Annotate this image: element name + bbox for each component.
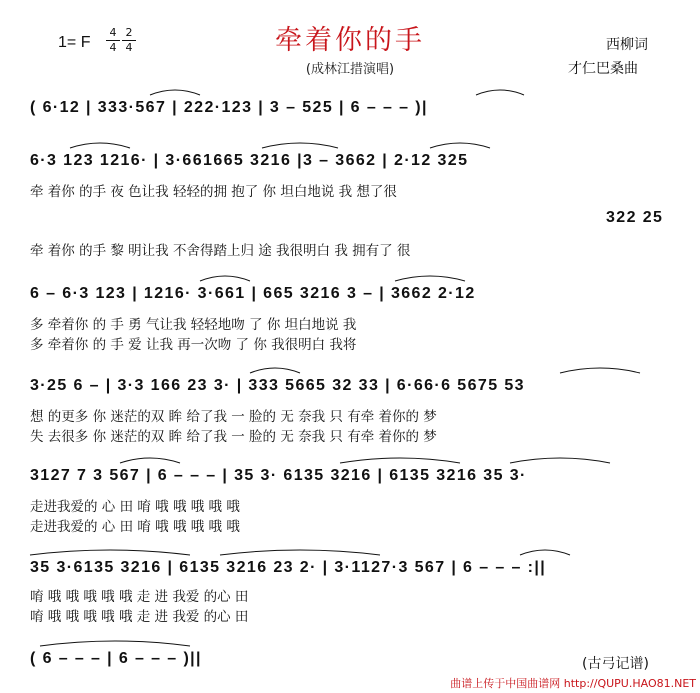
- lyric-line-5a: 走进我爱的 心 田 唷 哦 哦 哦 哦 哦: [30, 499, 240, 515]
- key-signature: 1= F: [58, 34, 91, 51]
- slur-9: [560, 368, 640, 373]
- notation-variant-2: 322 25: [606, 209, 664, 226]
- composer-credit: 才仁巴桑曲: [568, 61, 638, 77]
- slur-4: [262, 143, 338, 148]
- lyric-line-2a: 牵 着你 的手 夜 色让我 轻轻的拥 抱了 你 坦白地说 我 想了很: [30, 184, 397, 200]
- slur-2: [476, 90, 524, 95]
- lyric-line-2b: 牵 着你 的手 黎 明让我 不舍得踏上归 途 我很明白 我 拥有了 很: [30, 243, 411, 259]
- notation-line-6: 35 3·6135 3216 | 6135 3216 23 2· | 3·1127·3 567 | 6 – – – :||: [30, 559, 547, 576]
- time-signature-2-top: 2: [125, 26, 133, 39]
- slur-13: [30, 550, 190, 555]
- slur-8: [250, 368, 300, 373]
- notation-line-4: 3·25 6 – | 3·3 166 23 3· | 333 5665 32 33 | 6·66·6 5675 53: [30, 377, 525, 394]
- slur-7: [395, 276, 465, 281]
- slur-14: [220, 550, 380, 555]
- slur-15: [520, 550, 570, 555]
- slur-5: [430, 143, 490, 148]
- notation-line-5: 3127 7 3 567 | 6 – – – | 35 3· 6135 3216 | 6135 3216 35 3·: [30, 467, 527, 484]
- slur-6: [200, 276, 250, 281]
- notation-line-1: ( 6·12 | 333·567 | 222·123 | 3 – 525 | 6 – – – )|: [30, 99, 428, 116]
- lyric-line-5b: 走进我爱的 心 田 唷 哦 哦 哦 哦 哦: [30, 519, 240, 535]
- lyric-line-4a: 想 的更多 你 迷茫的双 眸 给了我 一 脸的 无 奈我 只 有牵 着你的 梦: [30, 409, 437, 425]
- slur-12: [510, 458, 610, 463]
- lyric-line-6a: 唷 哦 哦 哦 哦 哦 走 进 我爱 的心 田: [30, 589, 249, 605]
- lyric-line-3a: 多 牵着你 的 手 勇 气让我 轻轻地吻 了 你 坦白地说 我: [30, 317, 357, 333]
- slur-3: [70, 143, 130, 148]
- performer-subtitle: (成林江措演唱): [305, 62, 395, 77]
- lyric-line-6b: 唷 哦 哦 哦 哦 哦 走 进 我爱 的心 田: [30, 609, 249, 625]
- slur-1: [150, 90, 200, 95]
- slur-16: [40, 641, 190, 646]
- site-footer: 曲谱上传于中国曲谱网 http://QUPU.HAO81.NET: [450, 677, 696, 690]
- lyric-line-3b: 多 牵着你 的 手 爱 让我 再一次吻 了 你 我很明白 我将: [30, 337, 357, 353]
- notation-line-3: 6 – 6·3 123 | 1216· 3·661 | 665 3216 3 – | 3662 2·12: [30, 285, 476, 302]
- time-signature-2-bottom: 4: [125, 41, 133, 54]
- lyric-line-4b: 失 去很多 你 迷茫的双 眸 给了我 一 脸的 无 奈我 只 有牵 着你的 梦: [30, 429, 437, 445]
- time-signature-1-bottom: 4: [109, 41, 117, 54]
- slur-11: [340, 458, 460, 463]
- notation-line-7: ( 6 – – – | 6 – – – )||: [30, 650, 202, 667]
- song-title: 牵着你的手: [275, 25, 425, 56]
- time-signature-1-top: 4: [109, 26, 117, 39]
- transcriber-credit: (古弓记谱): [582, 656, 649, 672]
- lyricist-credit: 西柳词: [606, 37, 648, 53]
- notation-line-2: 6·3 123 1216· | 3·661665 3216 |3 – 3662 | 2·12 325: [30, 152, 469, 169]
- slur-10: [120, 458, 180, 463]
